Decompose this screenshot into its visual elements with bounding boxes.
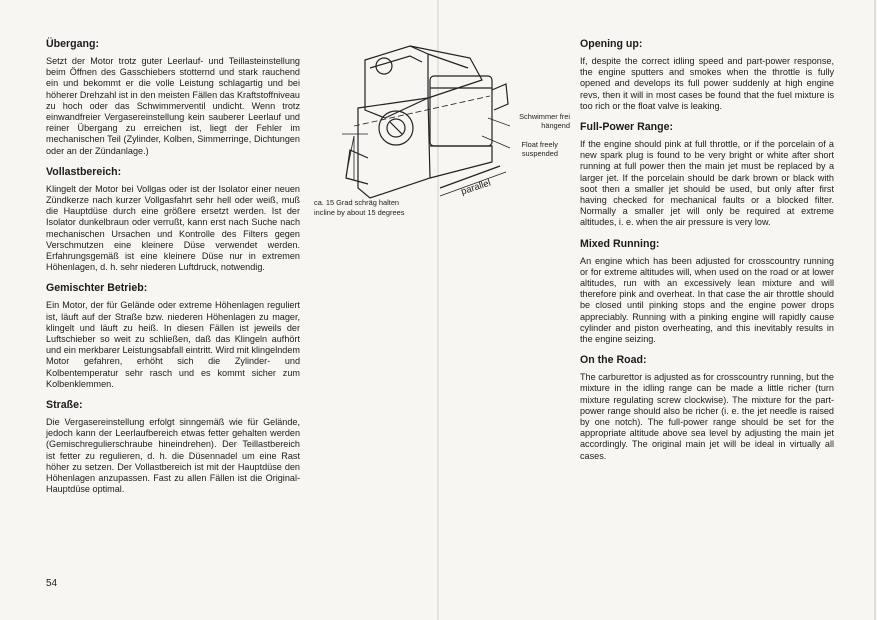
section-heading-uebergang: Übergang: bbox=[46, 38, 99, 50]
german-column bbox=[46, 38, 300, 505]
float-label-english: Float freely suspended bbox=[521, 140, 558, 158]
section-body-on-the-road: The carburettor is adjusted as for crosscountry running, but the mixture in the idling range can be made a little richer (turn mixture regulating screw clockwise). The mixture for the part-power range should also be richer (i. e. the jet needle is raised by one notch). The full-power range should be set for the appropriate altitude above sea level by adjusting the main jet accordingly. The original main jet will be ideal in virtually all cases. bbox=[580, 372, 834, 461]
section-heading-gemischter-betrieb: Gemischter Betrieb: bbox=[46, 282, 148, 295]
page-number: 54 bbox=[46, 578, 58, 589]
parallel-label: parallel bbox=[459, 177, 493, 198]
section-heading-strasse: Straße: bbox=[46, 399, 83, 412]
section-body-full-power-range: If the engine should pink at full throttle, or if the porcelain of a new spark plug is found to be very bright or white after short running at full power then the main jet must be replaced by a larger jet. If the porcelain should be dark brown or black with soot then a smaller jet should be used, but only after first having checked for mechanical faults or a blocked filter. Normally a smaller jet will only be required at extreme altitudes, i. e. when the air pressure is very low. bbox=[580, 139, 834, 228]
section-body-opening-up: If, despite the correct idling speed and part-power response, the engine sputters and smokes when the throttle is fully opened and develops its full power suddenly at high engine revs, then it will in most cases be found that the fuel mixture is too rich or the float valve is leaking. bbox=[580, 56, 834, 111]
carburettor-illustration bbox=[310, 38, 572, 228]
section-heading-on-the-road: On the Road: bbox=[580, 354, 647, 367]
incline-caption-english: incline by about 15 degrees bbox=[314, 208, 405, 217]
section-body-uebergang: Setzt der Motor trotz guter Leerlauf- und Teillasteinstellung beim Öffnen des Gasschiebers stotternd und stark rauchend ein und bekommt er die volle Leistung schlagartig und bei höherer Drehzahl ist in den meisten Fällen das Kraftstoffniveau zu hoch oder das Schwimmerventil undicht. Wenn trotz einwandfreier Vergasereinstellung kein sauberer Leerlauf und reiner Übergang zu erreichen ist, liegt der Fehler im mechanischen Teil (Zylinder, Kolben, Simmerringe, Dichtungen oder an der Zündanlage.) bbox=[46, 56, 300, 156]
incline-caption-german: ca. 15 Grad schräg halten bbox=[314, 198, 400, 207]
float-label-german: Schwimmer frei hängend bbox=[519, 112, 570, 130]
english-column bbox=[580, 38, 834, 471]
section-heading-vollastbereich: Vollastbereich: bbox=[46, 165, 122, 178]
section-heading-full-power-range: Full-Power Range: bbox=[580, 121, 673, 134]
section-body-strasse: Die Vergasereinstellung erfolgt sinngemäß wie für Gelände, jedoch kann der Leerlaufbereich etwas fetter gehalten werden (Gemischregulierschraube hineindrehen). Der Teillastbereich ist fetter zu regulieren, d. h. die Düsennadel um eine Rast höher zu setzen. Der Vollastbereich ist mit der Hauptdüse den Höhenlagen anzupassen. Fast zu allen Fällen ist die Original-Hauptdüse optimal. bbox=[46, 417, 300, 495]
section-body-mixed-running: An engine which has been adjusted for crosscountry running or for extreme altitudes will, when used on the road or at lower altitudes, run with an excessively lean mixture and will therefore pink and overheat. In that case the air throttle should be closed until pinking stops and the engine power drops appreciably. Running with a pinking engine will rapidly cause cylinder and piston overheating, and this inevitably results in the engine seizing. bbox=[580, 255, 834, 345]
section-heading-opening-up: Opening up: bbox=[580, 38, 643, 50]
section-body-vollastbereich: Klingelt der Motor bei Vollgas oder ist der Isolator einer neuen Zündkerze nach kurzer Vollgasfahrt sehr hell oder weiß, muß die Hauptdüse durch eine größere ersetzt werden. Ist der Isolator dunkelbraun oder verrußt, kann erst nach Suche nach mechanischen Ursachen und Kontrolle des Filters gegen Verschmutzen eine kleinere Düse verwendet werden. Erfahrungsgemäß ist eine kleinere Düse nur in extremen Höhenlagen, d. h. sehr niederen Luftdruck, notwendig. bbox=[46, 183, 300, 273]
section-body-gemischter-betrieb: Ein Motor, der für Gelände oder extreme Höhenlagen reguliert ist, läuft auf der Straße bzw. niederen Höhenlagen zu mager, klingelt und läuft zu heiß. In diesen Fällen ist jeweils der Luftschieber so weit zu schließen, daß das Klingeln aufhört und ein merkbarer Leistungsabfall eintritt. Wird mit klingelndem Motor gefahren, erhöht sich die Zylinder- und Kolbentemperatur sehr rasch und es kommt sicher zum Kolbenklemmen. bbox=[46, 300, 300, 389]
section-heading-mixed-running: Mixed Running: bbox=[580, 237, 660, 250]
